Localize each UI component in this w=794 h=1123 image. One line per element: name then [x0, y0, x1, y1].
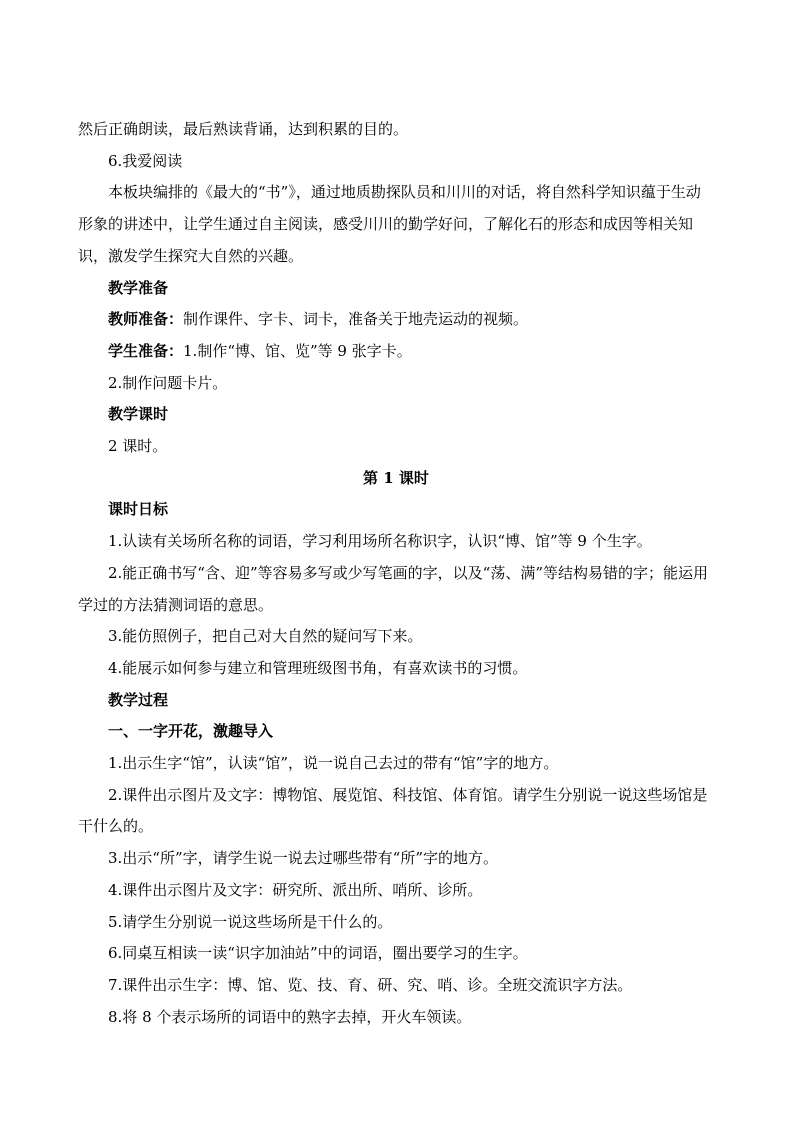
heading-teaching-process: 教学过程 — [108, 690, 169, 709]
goal-item-3: 3.能仿照例子，把自己对大自然的疑问写下来。 — [108, 627, 423, 646]
process-step-4: 4.课件出示图片及文字：研究所、派出所、哨所、诊所。 — [108, 880, 483, 899]
goal-item-1: 1.认读有关场所名称的词语，学习利用场所名称识字，认识“博、馆”等 9 个生字。 — [108, 532, 652, 551]
student-preparation-item-2: 2.制作问题卡片。 — [108, 373, 228, 392]
lesson-title: 第 1 课时 — [363, 468, 429, 487]
document-body — [78, 114, 714, 1033]
teacher-preparation — [78, 304, 714, 336]
subheading-introduction: 一、一字开花，激趣导入 — [108, 722, 274, 741]
heading-teaching-preparation: 教学准备 — [108, 278, 169, 297]
paragraph-reading-description: 本板块编排的《最大的“书”》，通过地质勘探队员和川川的对话，将自然科学知识蕴于生动形象的讲述中，让学生通过自主阅读，感受川川的勤学好问，了解化石的形态和成因等相关知识，激发学生探究大自然的兴趣。 — [78, 183, 701, 265]
student-preparation-label: 学生准备： — [108, 341, 184, 360]
process-step-8: 8.将 8 个表示场所的词语中的熟字去掉，开火车领读。 — [108, 1007, 472, 1026]
process-step-6: 6.同桌互相读一读“识字加油站”中的词语，圈出要学习的生字。 — [108, 944, 528, 963]
student-preparation — [78, 336, 714, 368]
student-preparation-item-1: 1.制作“博、馆、览”等 9 张字卡。 — [183, 341, 412, 360]
goal-item-4: 4.能展示如何参与建立和管理班级图书角，有喜欢读书的习惯。 — [108, 658, 528, 677]
teacher-preparation-label: 教师准备： — [108, 310, 184, 329]
process-step-1: 1.出示生字“馆”，认读“馆”，说一说自己去过的带有“馆”字的地方。 — [108, 754, 559, 773]
paragraph-continuation: 然后正确朗读，最后熟读背诵，达到积累的目的。 — [78, 120, 409, 138]
heading-lesson-goals: 课时日标 — [108, 500, 169, 519]
teacher-preparation-text: 制作课件、字卡、词卡，准备关于地壳运动的视频。 — [183, 310, 529, 329]
process-step-7: 7.课件出示生字：博、馆、览、技、育、研、究、哨、诊。全班交流识字方法。 — [108, 975, 633, 994]
goal-item-2: 2.能正确书写“含、迎”等容易多写或少写笔画的字，以及“荡、满”等结构易错的字；能运用学过的方法猜测词语的意思。 — [78, 563, 708, 614]
process-step-2: 2.课件出示图片及文字：博物馆、展览馆、科技馆、体育馆。请学生分别说一说这些场馆是干什么的。 — [78, 785, 708, 836]
process-step-3: 3.出示“所”字，请学生说一说去过哪些带有“所”字的地方。 — [108, 849, 498, 868]
section-heading-reading: 6.我爱阅读 — [108, 151, 183, 170]
process-step-5: 5.请学生分别说一说这些场所是干什么的。 — [108, 912, 393, 931]
heading-teaching-hours: 教学课时 — [108, 405, 169, 424]
teaching-hours-value: 2 课时。 — [108, 437, 168, 456]
